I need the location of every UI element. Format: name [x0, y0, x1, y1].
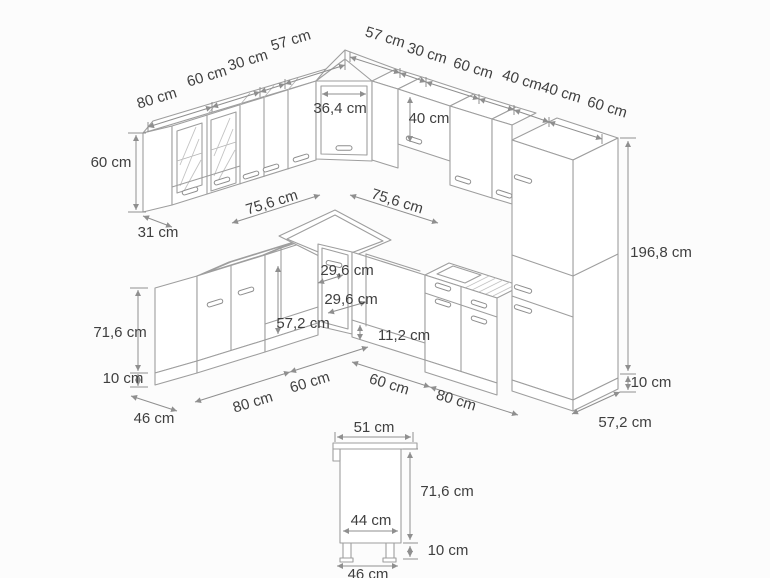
base-cabinets-left-run — [155, 237, 318, 385]
dim-detail-bottom — [337, 566, 398, 578]
dim-detail-top-label: 51 cm — [353, 418, 395, 436]
dim-worktop-left — [232, 187, 320, 223]
dim-base-height — [93, 288, 148, 387]
dim-detail-height-label: 71,6 cm — [420, 482, 474, 500]
dim-detail-plinth-label: 10 cm — [427, 541, 469, 559]
dim-wall-left-57: 57 cm — [268, 26, 313, 55]
wall-cabinets-right-run — [372, 69, 536, 204]
dim-detail-inner — [343, 512, 398, 531]
dim-corner-base-b-label: 29,6 cm — [324, 290, 378, 308]
dim-base-left-80-label: 80 cm — [230, 388, 275, 417]
dim-plinth-gap-label: 11,2 cm — [377, 326, 431, 344]
dim-tall-plinth-label: 10 cm — [630, 373, 672, 391]
dim-detail-height — [403, 449, 474, 559]
dim-worktop-right — [350, 186, 438, 223]
dim-detail-bottom-label: 46 cm — [347, 565, 389, 578]
dim-base-right-80-label: 80 cm — [434, 386, 479, 415]
dim-corner-door-label: 36,4 cm — [313, 99, 367, 117]
dim-base-depth-label: 46 cm — [133, 409, 175, 427]
dim-detail-inner-label: 44 cm — [350, 511, 392, 529]
tall-cabinet — [512, 118, 618, 411]
dim-bay-height-label: 57,2 cm — [276, 314, 330, 332]
dim-wall-right-40a: 40 cm — [500, 66, 545, 95]
door-handle — [336, 146, 352, 150]
dim-worktop-right-label: 75,6 cm — [369, 185, 426, 218]
dim-wall-right-57: 57 cm — [363, 23, 408, 52]
dim-wall-height-label: 60 cm — [90, 153, 132, 171]
dim-wall-left-30: 30 cm — [225, 46, 270, 75]
dim-wall-right-30: 30 cm — [405, 39, 450, 68]
dim-detail-top — [335, 419, 413, 442]
dim-base-right-60-label: 60 cm — [367, 370, 412, 399]
dim-wall-left-60: 60 cm — [184, 62, 229, 91]
dim-base-plinth-label: 10 cm — [102, 369, 144, 387]
dim-hood-height-label: 40 cm — [408, 109, 450, 127]
dim-wall-height — [91, 133, 146, 212]
detail-side-view — [333, 443, 417, 562]
dim-wall-left-80: 80 cm — [134, 84, 179, 113]
dim-worktop-left-label: 75,6 cm — [243, 186, 300, 219]
dim-tall-height-label: 196,8 cm — [630, 243, 692, 261]
dim-corner-base-a-label: 29,6 cm — [320, 261, 374, 279]
dim-wall-depth — [138, 216, 179, 241]
dim-wall-right-60-tall: 60 cm — [585, 93, 630, 122]
dim-wall-right-40b: 40 cm — [539, 78, 584, 107]
dim-wall-depth-label: 31 cm — [137, 223, 179, 241]
dim-wall-right-60: 60 cm — [451, 54, 496, 83]
dim-base-left-60-label: 60 cm — [287, 368, 332, 397]
dim-base-height-label: 71,6 cm — [93, 323, 147, 341]
dim-tall-depth-label: 57,2 cm — [598, 413, 652, 431]
dim-tall-height — [620, 138, 692, 392]
dim-base-depth — [131, 396, 177, 427]
